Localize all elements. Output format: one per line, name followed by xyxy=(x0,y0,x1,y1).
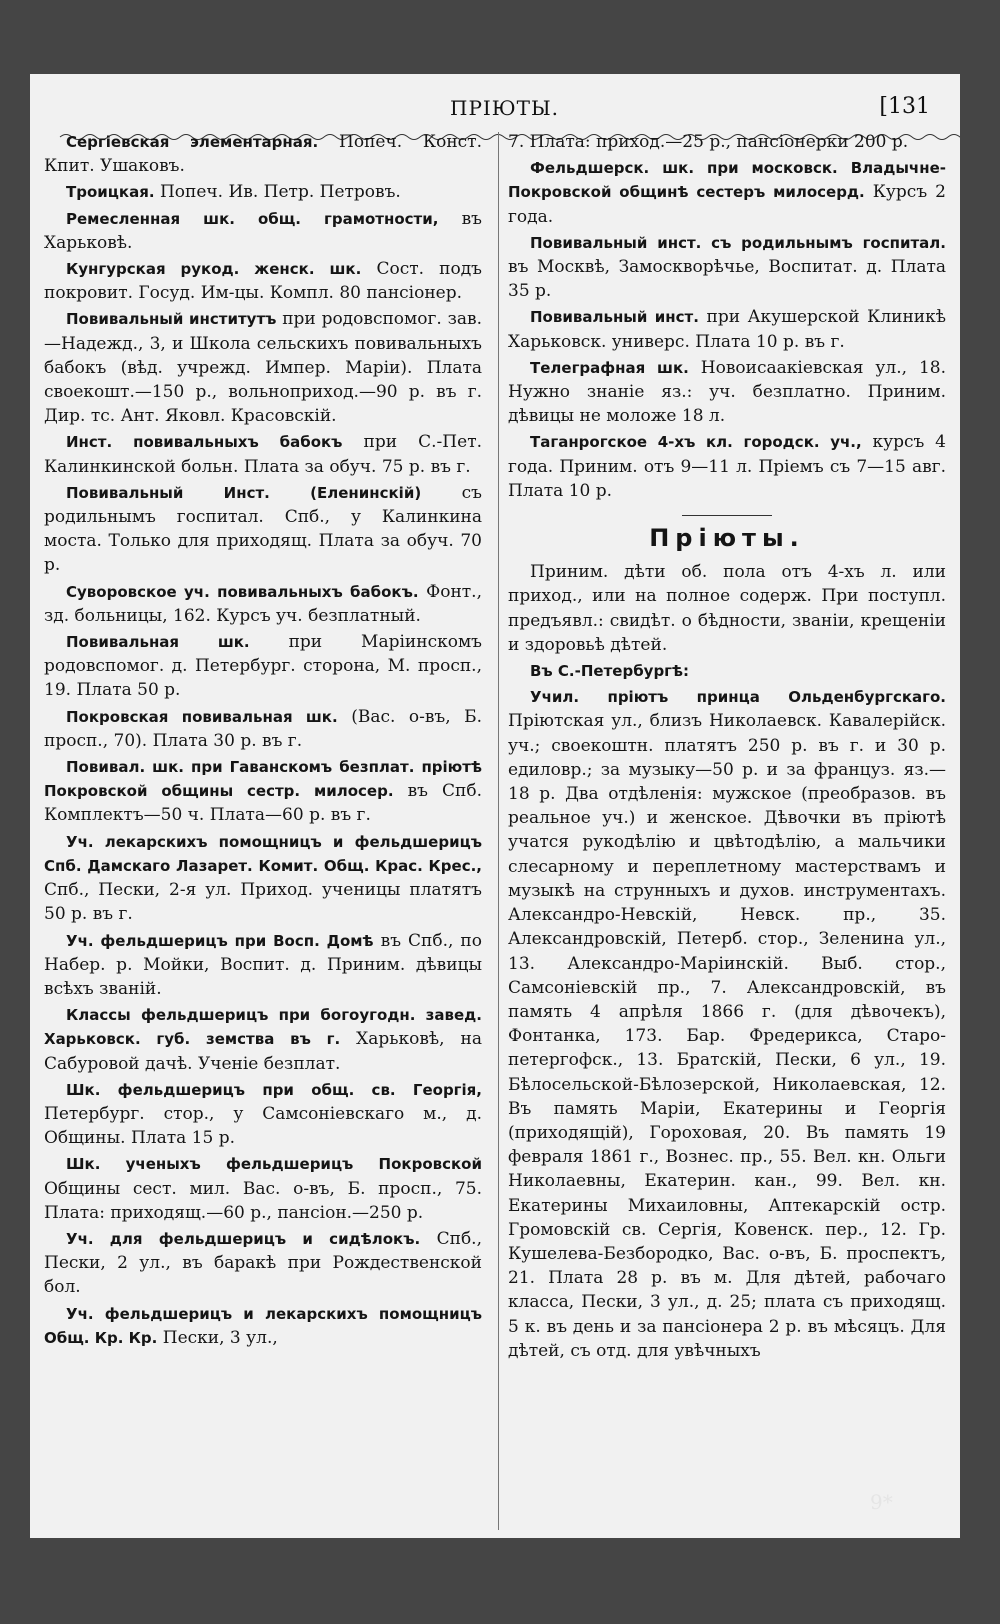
entry xyxy=(508,130,946,154)
entry xyxy=(44,1302,482,1350)
entry-text: курсъ 4 года. Приним. отъ 9—11 л. Пріемъ съ 7—15 авг. Плата 10 р. xyxy=(508,432,946,501)
entry-text: Курсъ 2 года. xyxy=(508,182,946,227)
entry-lead: Уч. для фельдшерицъ и сидѣлокъ. xyxy=(66,1229,421,1248)
entry-lead: Повивальный инст. xyxy=(530,308,699,327)
signature-mark: 9* xyxy=(870,1490,893,1514)
entry-text: Петербург. стор., у Самсоніевскаго м., д. Общины. Плата 15 р. xyxy=(44,1103,482,1149)
entry xyxy=(44,481,482,578)
page-number: [131 xyxy=(879,94,930,119)
entry xyxy=(508,231,946,304)
entry-lead: Уч. фельдшерицъ и лекарскихъ помощницъ Общ. Кр. Кр. xyxy=(44,1304,482,1347)
section-title: Пріюты. xyxy=(649,524,805,553)
entry-text: при Маріинскомъ родовспомог. д. Петербург. сторона, М. просп., 19. Плата 50 р. xyxy=(44,632,482,701)
section-body-text: Пріютская ул., близъ Николаевск. Кавалерійск. уч.; своекоштн. платятъ 250 р. въ г. и 30 р. едиловр.; за музыку—50 р. и за француз. яз.—18 р. Два отдѣленія: мужское (преобразов. въ реальное уч.) и женское. Дѣвочки въ пріютѣ учатся рукодѣлію и цвѣтодѣлію, а мальчики слесарному и переплетному мастерствамъ и музыкѣ на струнныхъ и духов. инструментахъ. Александро-Невскій, Невск. пр., 35. Александровскій, Петерб. стор., Зеленина ул., 13. Александро-Маріинскій. Выб. стор., Самсоніевскій пр., 7. Александровскій, въ память 4 апрѣля 1866 г. (для дѣвочекъ), Фонтанка, 173. Бар. Фредерикса, Старо-петергофск., 13. Братскій, Пески, 6 ул., 19. Бѣлосельской-Бѣлозерской, Николаевская, 12. Въ память Маріи, Екатерины и Георгія (приходящій), Гороховая, 20. Въ память 19 февраля 1861 г., Вознес. пр., 55. Вел. кн. Ольги Николаевны, Екатерин. кан., 99. Вел. кн. Екатерины Михаиловны, Аптекарскій остр. Громовскій св. Сергія, Ковенск. пер., 12. Гр. Кушелева-Безбородко, Вас. о-въ, Б. проспектъ, 21. Плата 28 р. въ м. Для дѣтей, рабочаго класса, Пески, 3 ул., д. 25; плата съ приходящ. 5 к. въ день и за пансіонера 2 р. въ мѣсяцъ. Для дѣтей, съ отд. для увѣчныхъ xyxy=(508,711,946,1361)
entry xyxy=(508,356,946,429)
entry xyxy=(508,430,946,503)
section-body xyxy=(508,685,946,1363)
entry-text: Общины сест. мил. Вас. о-въ, Б. просп., 75. Плата: приходящ.—60 р., пансіон.—250 р. xyxy=(44,1178,482,1223)
section-body-lead: Учил. пріютъ принца Ольденбургскаго. xyxy=(530,688,946,707)
entry xyxy=(44,830,482,927)
entry xyxy=(44,755,482,828)
entry-text: Спб., Пески, 2 ул., въ баракѣ при Рождественской бол. xyxy=(44,1228,482,1298)
entry xyxy=(508,156,946,229)
entry xyxy=(44,1078,482,1151)
entry-lead: Инст. повивальныхъ бабокъ xyxy=(66,433,343,452)
entry-lead: Телеграфная шк. xyxy=(530,358,689,377)
entry xyxy=(44,257,482,305)
entry xyxy=(508,305,946,353)
entry-text: въ Харьковѣ. xyxy=(44,208,482,253)
section-city: Въ С.-Петербургѣ: xyxy=(530,662,690,681)
entry-lead: Таганрогское 4-хъ кл. городск. уч., xyxy=(530,433,862,452)
entry-text: Сост. подъ покровит. Госуд. Им-цы. Компл. 80 пансіонер. xyxy=(44,259,483,304)
entry xyxy=(44,929,482,1002)
entry-text: Попеч. Конст. Кпит. Ушаковъ. xyxy=(44,132,482,177)
entry-text: съ родильнымъ госпитал. Спб., у Калинкина моста. Только для приходящ. Плата за обуч. 70 р. xyxy=(44,482,482,576)
entry-lead: Кунгурская рукод. женск. шк. xyxy=(66,260,362,279)
entry-lead: Повивал. шк. при Гаванскомъ безплат. пріютѣ Покровской общины сестр. милосер. xyxy=(44,758,482,801)
entry xyxy=(44,1152,482,1225)
page-sheet xyxy=(30,74,960,1538)
entry-text: Попеч. Ив. Петр. Петровъ. xyxy=(154,182,401,203)
entry-text: при С.-Пет. Калинкинской больн. Плата за обуч. 75 р. въ г. xyxy=(44,432,482,477)
entry xyxy=(44,130,482,178)
entry-text: Пески, 3 ул., xyxy=(157,1327,278,1348)
section-rule xyxy=(682,515,772,516)
page-header xyxy=(30,90,960,124)
entry-lead: Повивальная шк. xyxy=(66,633,250,652)
entry-lead: Уч. лекарскихъ помощницъ и фельдшерицъ Спб. Дамскаго Лазарет. Комит. Общ. Крас. Крес., xyxy=(44,832,482,875)
entry-text: Новоисаакіевская ул., 18. Нужно знаніе яз.: уч. безплатно. Приним. дѣвицы не моложе 18 л. xyxy=(508,357,947,427)
entry-text: въ Спб. Комплектъ—50 ч. Плата—60 р. въ г. xyxy=(44,781,483,826)
entry-lead: Повивальный Инст. (Еленинскій) xyxy=(66,483,422,502)
entry xyxy=(44,180,482,204)
entry-lead: Сергіевская элементарная. xyxy=(66,133,319,151)
entry-text: въ Москвѣ, Замоскворѣчье, Воспитат. д. Плата 35 р. xyxy=(508,257,946,302)
entry-lead: Шк. ученыхъ фельдшерицъ Покровской xyxy=(66,1155,482,1174)
left-column xyxy=(44,130,482,1350)
entry-lead: Ремесленная шк. общ. грамотности, xyxy=(66,209,439,228)
entry xyxy=(44,705,482,753)
entry-lead: Шк. фельдшерицъ при общ. св. Георгія, xyxy=(66,1080,482,1099)
entry-lead: Классы фельдшерицъ при богоугодн. завед. Харьковск. губ. земства въ г. xyxy=(44,1006,482,1049)
entry xyxy=(44,307,482,428)
entry-text: 7. Плата: приход.—25 р., пансіонерки 200 р. xyxy=(508,132,909,152)
entry xyxy=(44,630,482,703)
entry xyxy=(44,430,482,478)
section-intro: Приним. дѣти об. пола отъ 4-хъ л. или приход., или на полное содерж. При поступл. предъявл.: свидѣт. о бѣдности, званіи, крещеніи и здоровьѣ дѣтей. xyxy=(508,562,946,655)
entry-text: Спб., Пески, 2-я ул. Приход. ученицы платятъ 50 р. въ г. xyxy=(44,880,482,925)
running-title: ПРІЮТЫ. xyxy=(450,96,560,120)
entry xyxy=(44,580,482,628)
entry-text: въ Спб., по Набер. р. Мойки, Воспит. д. Приним. дѣвицы всѣхъ званій. xyxy=(44,930,482,999)
entry-text: при Акушерской Клиникѣ Харьковск. универс. Плата 10 р. въ г. xyxy=(508,307,946,352)
entry-lead: Покровская повивальная шк. xyxy=(66,707,338,726)
entry-lead: Суворовское уч. повивальныхъ бабокъ. xyxy=(66,582,419,601)
entry-text: Харьковѣ, на Сабуровой дачѣ. Ученіе безплат. xyxy=(44,1029,482,1074)
entry-text: (Вас. о-въ, Б. просп., 70). Плата 30 р. въ г. xyxy=(44,706,483,751)
entry-lead: Уч. фельдшерицъ при Восп. Домѣ xyxy=(66,931,374,950)
entry-text: Фонт., зд. больницы, 162. Курсъ уч. безплатный. xyxy=(44,581,482,626)
entry-lead: Повивальный инст. съ родильнымъ госпитал. xyxy=(530,233,946,252)
entry-lead: Троицкая. xyxy=(66,183,155,202)
entry xyxy=(44,207,482,255)
entry xyxy=(44,1003,482,1076)
entry-text: при родовспомог. зав.—Надежд., 3, и Школа сельскихъ повивальныхъ бабокъ (вѣд. учрежд. Импер. Маріи). Плата своекошт.—150 р., вольноприход.—90 р. въ г. Дир. тс. Ант. Яковл. Красовскій. xyxy=(44,309,482,427)
right-column-top xyxy=(508,130,946,503)
entry-lead: Повивальный институтъ xyxy=(66,310,277,329)
entry xyxy=(44,1227,482,1300)
entry-lead: Фельдшерск. шк. при московск. Владычне-Покровской общинѣ сестеръ милосерд. xyxy=(508,159,946,202)
column-divider xyxy=(498,132,499,1530)
right-column xyxy=(508,130,946,1363)
